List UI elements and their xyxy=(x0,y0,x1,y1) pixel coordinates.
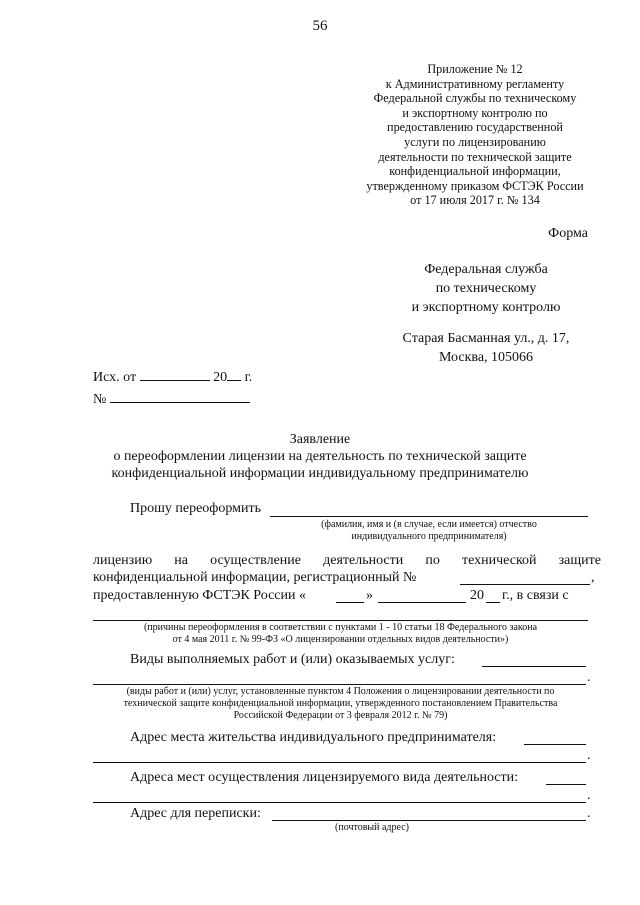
appendix-line: утвержденному приказом ФСТЭК России xyxy=(366,178,584,193)
works-period: . xyxy=(587,670,591,685)
addressee-line: по техническому xyxy=(435,281,537,296)
addressee-address-line: Москва, 105066 xyxy=(438,350,534,365)
title-line: конфиденциальной информации индивидуальному предпринимателю xyxy=(111,466,529,481)
mailing-note: (почтовый адрес) xyxy=(335,822,409,833)
license-line-1: лицензию на осуществление деятельности по технической защите xyxy=(93,553,601,568)
outgoing-date-field[interactable] xyxy=(140,366,210,381)
appendix-line: и экспортному контролю по xyxy=(402,105,548,120)
addressee-block xyxy=(368,260,604,367)
addressee-address-line: Старая Басманная ул., д. 17, xyxy=(402,331,570,346)
appendix-block xyxy=(330,62,620,208)
title-heading: Заявление xyxy=(289,432,351,447)
license-line-3-text: предоставленную ФСТЭК России « xyxy=(93,588,307,603)
appendix-line: Федеральной службы по техническому xyxy=(373,91,577,106)
residence-label: Адрес места жительства индивидуального предпринимателя: xyxy=(130,730,497,745)
addressee-line: Федеральная служба xyxy=(424,262,548,277)
license-line-2 xyxy=(93,570,416,586)
mailing-period: . xyxy=(587,806,591,821)
residence-field[interactable] xyxy=(524,744,586,745)
works-note xyxy=(93,686,588,722)
works-note-line: технической защите конфиденциальной информации, утвержденного постановлением Правительства xyxy=(123,698,558,709)
activity-places-label: Адреса мест осуществления лицензируемого вида деятельности: xyxy=(130,770,519,785)
works-field-line-2[interactable] xyxy=(93,684,586,685)
document-title xyxy=(0,431,640,482)
outgoing-number-label: № xyxy=(93,392,107,407)
request-name-field[interactable] xyxy=(270,516,588,517)
appendix-line: к Административному регламенту xyxy=(385,76,565,91)
outgoing-year-prefix: 20 xyxy=(213,370,228,385)
license-line-2-text: конфиденциальной информации, регистрационный № xyxy=(93,570,417,585)
request-note-line: (фамилия, имя и (в случае, если имеется) отчество xyxy=(321,519,537,530)
addressee-line: и экспортному контролю xyxy=(411,300,561,315)
appendix-line: конфиденциальной информации, xyxy=(389,164,561,179)
title-line: о переоформлении лицензии на деятельность по технической защите xyxy=(113,449,527,464)
works-note-line: (виды работ и (или) услуг, установленные пунктом 4 Положения о лицензировании деятельности по xyxy=(126,686,555,697)
reason-note-line: от 4 мая 2011 г. № 99-ФЗ «О лицензировании отдельных видов деятельности») xyxy=(172,634,509,645)
works-field[interactable] xyxy=(482,666,586,667)
outgoing-year-suffix: г. xyxy=(244,370,253,385)
residence-period: . xyxy=(587,748,591,763)
license-line-3-mid: » xyxy=(366,588,373,603)
appendix-line: от 17 июля 2017 г. № 134 xyxy=(410,193,540,208)
activity-places-period: . xyxy=(587,788,591,803)
appendix-line: деятельности по технической защите xyxy=(378,149,572,164)
outgoing-reference xyxy=(93,366,252,410)
works-label: Виды выполняемых работ и (или) оказываемых услуг: xyxy=(130,652,455,667)
mailing-label: Адрес для переписки: xyxy=(130,806,261,821)
request-note-line: индивидуального предпринимателя) xyxy=(351,531,507,542)
appendix-line: Приложение № 12 xyxy=(427,62,523,76)
activity-places-field-line-2[interactable] xyxy=(93,802,586,803)
mailing-field[interactable] xyxy=(272,820,586,821)
registration-number-field[interactable] xyxy=(460,584,590,585)
appendix-line: предоставлению государственной xyxy=(387,120,563,135)
reason-note xyxy=(93,622,588,646)
outgoing-year-field[interactable] xyxy=(227,366,241,381)
license-line-2-end: , xyxy=(591,570,595,585)
form-label: Форма xyxy=(548,226,588,241)
outgoing-number-field[interactable] xyxy=(110,388,250,403)
license-year-prefix: 20 xyxy=(470,588,484,603)
license-day-field[interactable] xyxy=(336,602,364,603)
works-note-line: Российской Федерации от 3 февраля 2012 г. № 79) xyxy=(233,710,448,721)
activity-places-field[interactable] xyxy=(546,784,586,785)
license-line-3-end: г., в связи с xyxy=(502,588,569,603)
request-label: Прошу переоформить xyxy=(130,501,262,516)
license-year-field[interactable] xyxy=(486,602,500,603)
reason-note-line: (причины переоформления в соответствии с пунктами 1 - 10 статьи 18 Федерального закона xyxy=(143,622,538,633)
reason-field[interactable] xyxy=(93,620,588,621)
appendix-line: услуги по лицензированию xyxy=(404,134,546,149)
license-month-field[interactable] xyxy=(378,602,466,603)
page-number: 56 xyxy=(312,18,328,34)
request-note xyxy=(270,519,588,543)
outgoing-date-label: Исх. от xyxy=(93,370,137,385)
residence-field-line-2[interactable] xyxy=(93,762,586,763)
